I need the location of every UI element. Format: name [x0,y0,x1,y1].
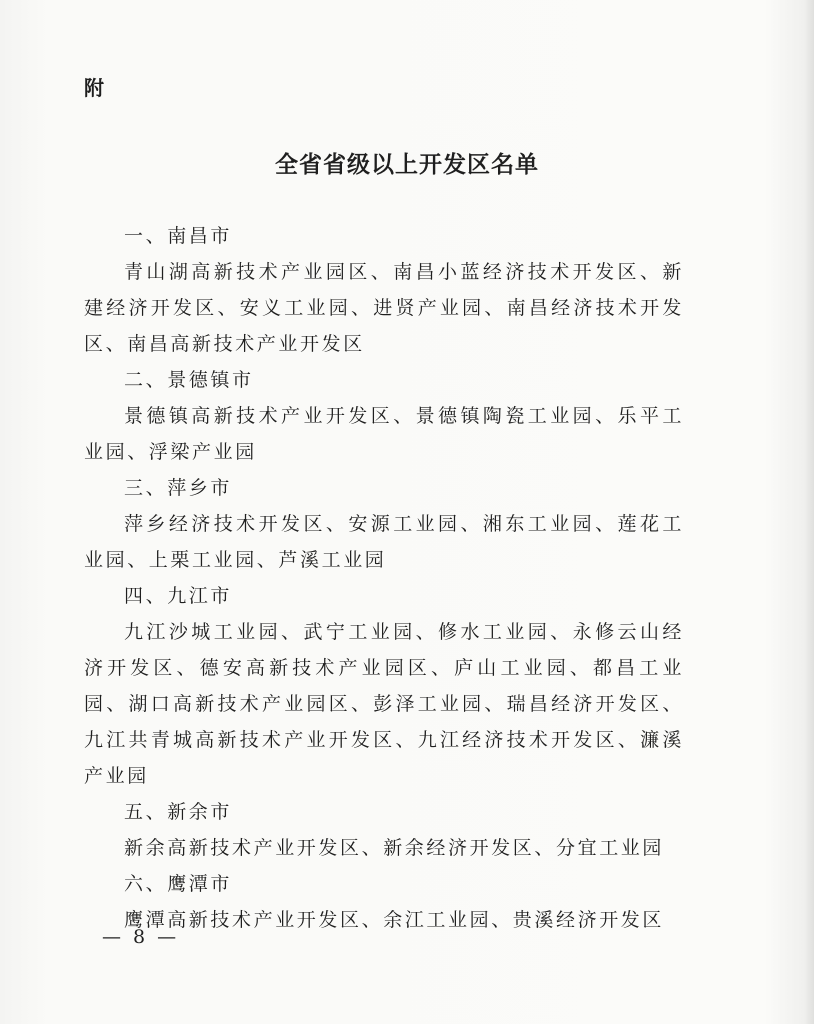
annex-label: 附 [84,76,106,100]
section-content: 鹰潭高新技术产业开发区、余江工业园、贵溪经济开发区 [124,909,665,931]
section-heading: 一、南昌市 [124,225,233,247]
section-heading: 三、萍乡市 [124,477,233,499]
section-heading: 二、景德镇市 [124,369,254,391]
section-pingxiang [84,470,684,578]
section-content: 萍乡经济技术开发区、安源工业园、湘东工业园、莲花工业园、上栗工业园、芦溪工业园 [84,513,684,571]
document-title: 全省省级以上开发区名单 [275,151,539,178]
section-nanchang [84,218,684,362]
section-heading: 五、新余市 [124,801,233,823]
section-xinyu [84,794,684,866]
document-body [84,218,684,938]
section-heading: 四、九江市 [124,585,233,607]
page-edge-shadow [804,0,814,1024]
section-content: 新余高新技术产业开发区、新余经济开发区、分宜工业园 [124,837,665,859]
section-content: 九江沙城工业园、武宁工业园、修水工业园、永修云山经济开发区、德安高新技术产业园区、庐山工业园、都昌工业园、湖口高新技术产业园区、彭泽工业园、瑞昌经济开发区、九江共青城高新技术产业开发区、九江经济技术开发区、濂溪产业园 [84,621,684,787]
section-heading: 六、鹰潭市 [124,873,233,895]
section-jiujiang [84,578,684,794]
section-content: 青山湖高新技术产业园区、南昌小蓝经济技术开发区、新建经济开发区、安义工业园、进贤产业园、南昌经济技术开发区、南昌高新技术产业开发区 [84,261,684,355]
section-content: 景德镇高新技术产业开发区、景德镇陶瓷工业园、乐平工业园、浮梁产业园 [84,405,684,463]
page-number: — 8 — [102,926,180,948]
section-jingdezhen [84,362,684,470]
